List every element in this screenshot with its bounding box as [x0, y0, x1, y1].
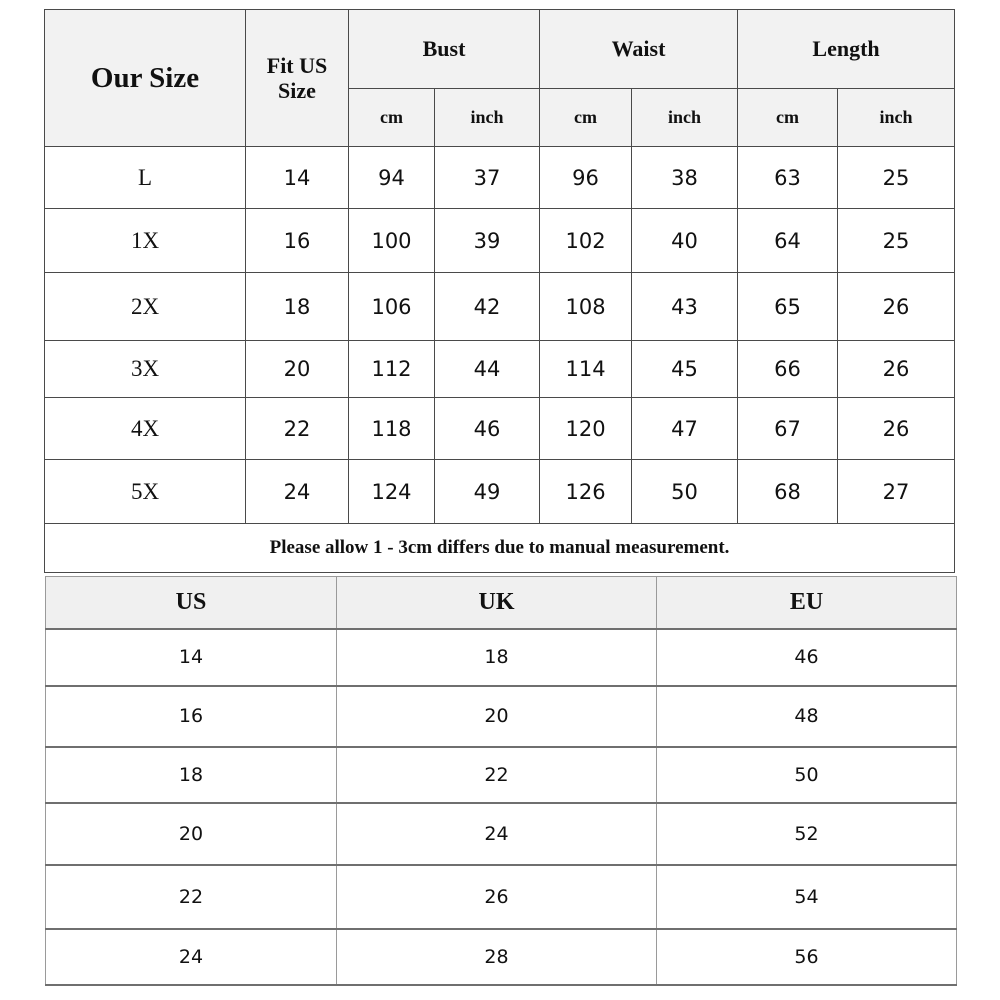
- uk-size-cell: 20: [337, 686, 657, 747]
- size-conversion-table: [45, 576, 957, 986]
- eu-size-cell: 48: [657, 686, 957, 747]
- length-inch-cell: 26: [838, 398, 955, 460]
- length-inch-cell: 27: [838, 460, 955, 524]
- length-inch-cell: 26: [838, 341, 955, 398]
- table-row: [46, 686, 957, 747]
- length-cm-cell: 68: [738, 460, 838, 524]
- waist-cm-cell: 114: [540, 341, 632, 398]
- size-chart-table: [44, 9, 955, 573]
- waist-cm-cell: 96: [540, 147, 632, 209]
- table-row: [46, 803, 957, 865]
- waist-inch-cell: 50: [632, 460, 738, 524]
- waist-cm-cell: 120: [540, 398, 632, 460]
- waist-cm-cell: 102: [540, 209, 632, 273]
- header-waist-inch: inch: [632, 89, 738, 147]
- length-cm-cell: 66: [738, 341, 838, 398]
- bust-inch-cell: 44: [435, 341, 540, 398]
- bust-inch-cell: 42: [435, 273, 540, 341]
- length-inch-cell: 25: [838, 147, 955, 209]
- fit-us-cell: 14: [246, 147, 349, 209]
- bust-cm-cell: 100: [349, 209, 435, 273]
- measurement-note: Please allow 1 - 3cm differs due to manual measurement.: [45, 524, 955, 573]
- uk-size-cell: 28: [337, 929, 657, 985]
- waist-inch-cell: 45: [632, 341, 738, 398]
- length-inch-cell: 25: [838, 209, 955, 273]
- header-fit-us-line1: Fit US: [266, 53, 328, 78]
- table-row: [45, 147, 955, 209]
- fit-us-cell: 20: [246, 341, 349, 398]
- bust-inch-cell: 39: [435, 209, 540, 273]
- fit-us-cell: 22: [246, 398, 349, 460]
- us-size-cell: 22: [46, 865, 337, 929]
- us-size-cell: 16: [46, 686, 337, 747]
- size-label-cell: 4X: [45, 398, 246, 460]
- header-eu: EU: [657, 577, 957, 629]
- table-row: [46, 929, 957, 985]
- header-bust-inch: inch: [435, 89, 540, 147]
- eu-size-cell: 46: [657, 629, 957, 686]
- table-row: [46, 865, 957, 929]
- header-our-size: Our Size: [45, 10, 246, 147]
- uk-size-cell: 26: [337, 865, 657, 929]
- length-cm-cell: 67: [738, 398, 838, 460]
- eu-size-cell: 54: [657, 865, 957, 929]
- eu-size-cell: 56: [657, 929, 957, 985]
- uk-size-cell: 24: [337, 803, 657, 865]
- bust-cm-cell: 124: [349, 460, 435, 524]
- header-length-cm: cm: [738, 89, 838, 147]
- waist-inch-cell: 43: [632, 273, 738, 341]
- header-fit-us-line2: Size: [278, 78, 316, 103]
- size-label-cell: 3X: [45, 341, 246, 398]
- header-waist-cm: cm: [540, 89, 632, 147]
- length-cm-cell: 65: [738, 273, 838, 341]
- table-row: [45, 273, 955, 341]
- table-row: [45, 398, 955, 460]
- length-cm-cell: 64: [738, 209, 838, 273]
- waist-cm-cell: 126: [540, 460, 632, 524]
- uk-size-cell: 18: [337, 629, 657, 686]
- header-fit-us-size: [246, 10, 349, 147]
- fit-us-cell: 16: [246, 209, 349, 273]
- size-label-cell: 1X: [45, 209, 246, 273]
- eu-size-cell: 52: [657, 803, 957, 865]
- size-label-cell: 5X: [45, 460, 246, 524]
- table-row: [45, 460, 955, 524]
- waist-inch-cell: 40: [632, 209, 738, 273]
- length-cm-cell: 63: [738, 147, 838, 209]
- us-size-cell: 24: [46, 929, 337, 985]
- waist-cm-cell: 108: [540, 273, 632, 341]
- header-bust: Bust: [349, 10, 540, 89]
- header-waist: Waist: [540, 10, 738, 89]
- table-row: [45, 341, 955, 398]
- bust-inch-cell: 49: [435, 460, 540, 524]
- us-size-cell: 20: [46, 803, 337, 865]
- us-size-cell: 18: [46, 747, 337, 803]
- bust-cm-cell: 106: [349, 273, 435, 341]
- us-size-cell: 14: [46, 629, 337, 686]
- table-row: [46, 747, 957, 803]
- bust-cm-cell: 118: [349, 398, 435, 460]
- bust-cm-cell: 112: [349, 341, 435, 398]
- bust-inch-cell: 37: [435, 147, 540, 209]
- waist-inch-cell: 38: [632, 147, 738, 209]
- bust-inch-cell: 46: [435, 398, 540, 460]
- length-inch-cell: 26: [838, 273, 955, 341]
- header-uk: UK: [337, 577, 657, 629]
- header-length-inch: inch: [838, 89, 955, 147]
- header-bust-cm: cm: [349, 89, 435, 147]
- eu-size-cell: 50: [657, 747, 957, 803]
- header-length: Length: [738, 10, 955, 89]
- fit-us-cell: 18: [246, 273, 349, 341]
- size-label-cell: L: [45, 147, 246, 209]
- uk-size-cell: 22: [337, 747, 657, 803]
- table-row: [46, 629, 957, 686]
- size-label-cell: 2X: [45, 273, 246, 341]
- waist-inch-cell: 47: [632, 398, 738, 460]
- header-us: US: [46, 577, 337, 629]
- bust-cm-cell: 94: [349, 147, 435, 209]
- fit-us-cell: 24: [246, 460, 349, 524]
- table-row: [45, 209, 955, 273]
